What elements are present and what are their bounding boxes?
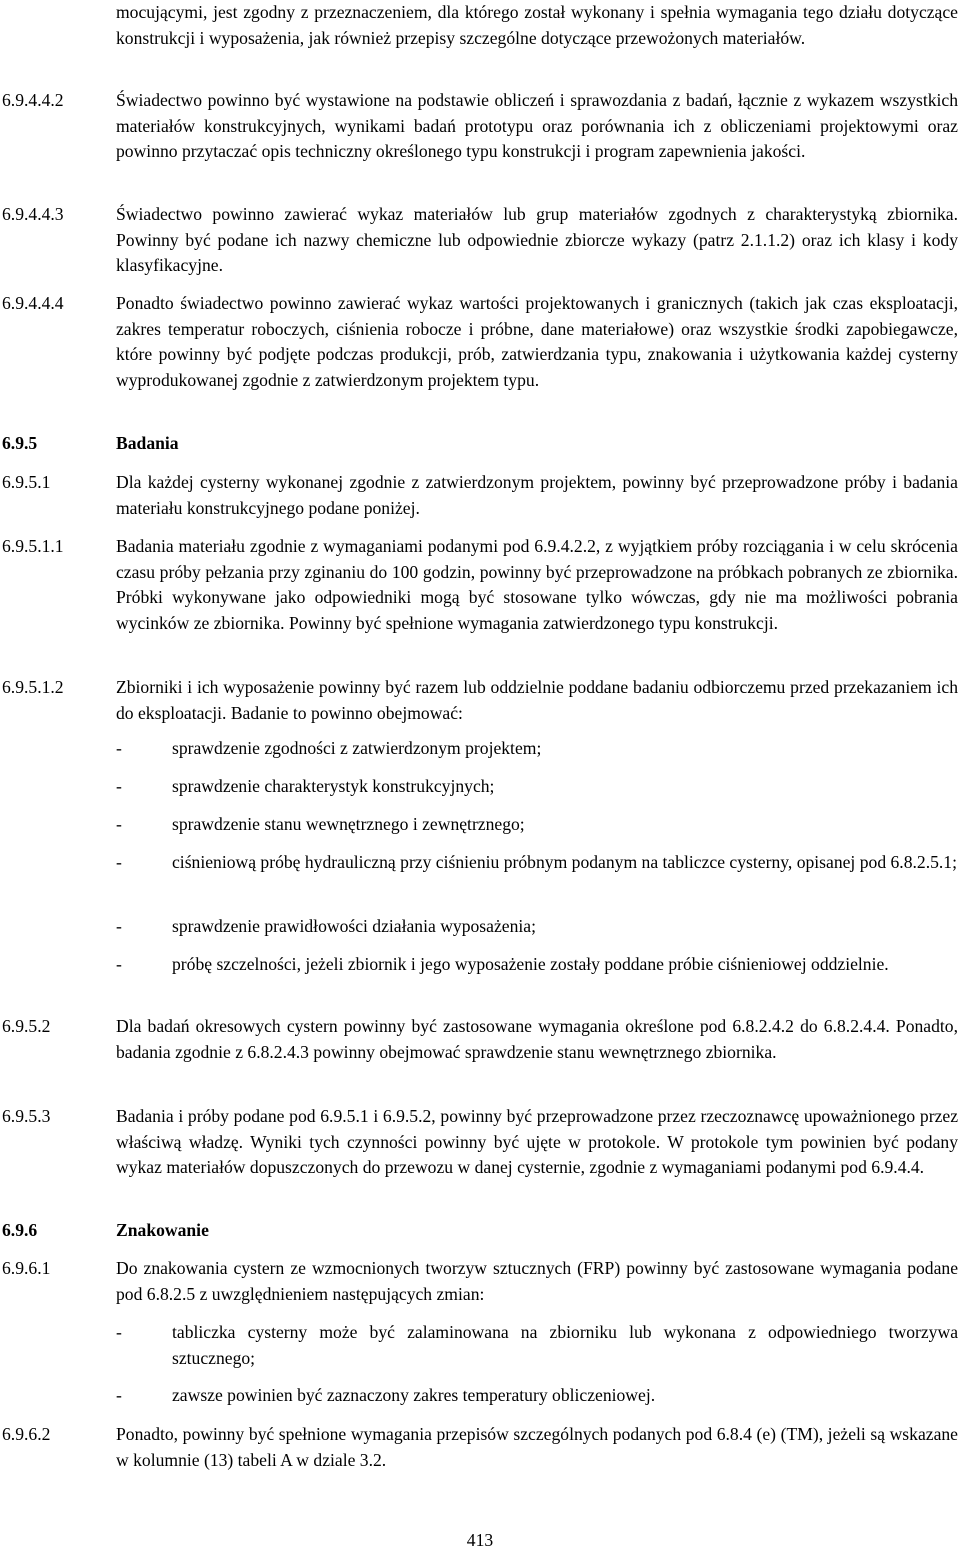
- section-number: 6.9.4.4.4: [2, 293, 64, 313]
- section-title: Badania: [116, 433, 179, 453]
- list-item-text: sprawdzenie charakterystyk konstrukcyjnych;: [172, 776, 495, 796]
- section-number: 6.9.4.4.2: [2, 90, 64, 110]
- section-number: 6.9.5.1: [2, 472, 51, 492]
- list-dash: -: [116, 1322, 122, 1342]
- list-item-text: sprawdzenie zgodności z zatwierdzonym projektem;: [172, 738, 542, 758]
- section-number: 6.9.5.3: [2, 1106, 51, 1126]
- list-dash: -: [116, 852, 122, 872]
- list-item-text: próbę szczelności, jeżeli zbiornik i jego wyposażenie zostały poddane próbie ciśnieniowej oddzielnie.: [172, 954, 889, 974]
- list-item-text: sprawdzenie prawidłowości działania wyposażenia;: [172, 916, 536, 936]
- section-number: 6.9.6: [2, 1220, 38, 1240]
- paragraph-text: Badania materiału zgodnie z wymaganiami podanymi pod 6.9.4.2.2, z wyjątkiem próby rozciągania i w celu skrócenia czasu próby pełzania przy zginaniu do 100 godzin, powinny być przeprowadzone na próbkach pobranych ze zbiornika. Próbki wykonywane jako odpowiedniki mogą być stosowane tylko wówczas, gdy nie ma możliwości pobrania wycinków ze zbiornika. Powinny być spełnione wymagania zatwierdzonego typu konstrukcji.: [116, 536, 958, 633]
- paragraph-text: Dla badań okresowych cystern powinny być zastosowane wymagania określone pod 6.8.2.4.2 do 6.8.2.4.4. Ponadto, badania zgodnie z 6.8.2.4.3 powinny obejmować sprawdzenie stanu wewnętrznego zbiornika.: [116, 1016, 958, 1062]
- list-item-text: zawsze powinien być zaznaczony zakres temperatury obliczeniowej.: [172, 1385, 656, 1405]
- section-title: Znakowanie: [116, 1220, 209, 1240]
- paragraph-text: Ponadto świadectwo powinno zawierać wykaz wartości projektowanych i granicznych (takich jak czas eksploatacji, zakres temperatur roboczych, ciśnienia robocze i próbne, dane materiałowe) oraz wszystkie środki zapobiegawcze, które powinny być podjęte podczas produkcji, prób, zatwierdzania typu, znakowania i użytkowania każdej cysterny wyprodukowanej zgodnie z zatwierdzonym projektem typu.: [116, 293, 958, 390]
- list-dash: -: [116, 1385, 122, 1405]
- section-number: 6.9.5.1.1: [2, 536, 64, 556]
- paragraph-text: Badania i próby podane pod 6.9.5.1 i 6.9.5.2, powinny być przeprowadzone przez rzeczoznawcę upoważnionego przez właściwą władzę. Wyniki tych czynności powinny być ujęte w protokole. W protokole tym powinien być podany wykaz materiałów dopuszczonych do przewozu w danej cysternie, zgodnie z wymaganiami podanymi pod 6.9.4.4.: [116, 1106, 958, 1178]
- section-number: 6.9.6.2: [2, 1424, 51, 1444]
- paragraph-text: Świadectwo powinno zawierać wykaz materiałów lub grup materiałów zgodnych z charakterystyką zbiornika. Powinny być podane ich nazwy chemiczne lub odpowiednie zbiorcze wykazy (patrz 2.1.1.2) oraz ich klasy i kody klasyfikacyjne.: [116, 204, 958, 276]
- list-dash: -: [116, 776, 122, 796]
- list-item-text: tabliczka cysterny może być zalaminowana na zbiorniku lub wykonana z odpowiedniego tworzywa sztucznego;: [172, 1322, 958, 1368]
- list-dash: -: [116, 954, 122, 974]
- paragraph-text: Zbiorniki i ich wyposażenie powinny być razem lub oddzielnie poddane badaniu odbiorczemu przed przekazaniem ich do eksploatacji. Badanie to powinno obejmować:: [116, 677, 958, 723]
- paragraph-text: Do znakowania cystern ze wzmocnionych tworzyw sztucznych (FRP) powinny być zastosowane wymagania podane pod 6.8.2.5 z uwzględnieniem następujących zmian:: [116, 1258, 958, 1304]
- paragraph-text: Świadectwo powinno być wystawione na podstawie obliczeń i sprawozdania z badań, łącznie z wykazem wszystkich materiałów konstrukcyjnych, wynikami badań prototypu oraz porównania ich z obliczeniami projektowymi oraz powinno przytaczać opis techniczny określonego typu konstrukcji i program zapewnienia jakości.: [116, 90, 958, 162]
- list-dash: -: [116, 814, 122, 834]
- paragraph-text: Dla każdej cysterny wykonanej zgodnie z zatwierdzonym projektem, powinny być przeprowadzone próby i badania materiału konstrukcyjnego podane poniżej.: [116, 472, 958, 518]
- list-item-text: sprawdzenie stanu wewnętrznego i zewnętrznego;: [172, 814, 525, 834]
- section-number: 6.9.6.1: [2, 1258, 51, 1278]
- list-item-text: ciśnieniową próbę hydrauliczną przy ciśnieniu próbnym podanym na tabliczce cysterny, opisanej pod 6.8.2.5.1;: [172, 852, 957, 872]
- section-number: 6.9.5: [2, 433, 38, 453]
- page-number: 413: [466, 1530, 494, 1550]
- section-number: 6.9.5.2: [2, 1016, 51, 1036]
- paragraph-text: Ponadto, powinny być spełnione wymagania przepisów szczególnych podanych pod 6.8.4 (e) (TM), jeżeli są wskazane w kolumnie (13) tabeli A w dziale 3.2.: [116, 1424, 958, 1470]
- section-number: 6.9.5.1.2: [2, 677, 64, 697]
- section-number: 6.9.4.4.3: [2, 204, 64, 224]
- paragraph-text: mocującymi, jest zgodny z przeznaczeniem, dla którego został wykonany i spełnia wymagania tego działu dotyczące konstrukcji i wyposażenia, jak również przepisy szczególne dotyczące przewożonych materiałów.: [116, 2, 958, 48]
- list-dash: -: [116, 916, 122, 936]
- list-dash: -: [116, 738, 122, 758]
